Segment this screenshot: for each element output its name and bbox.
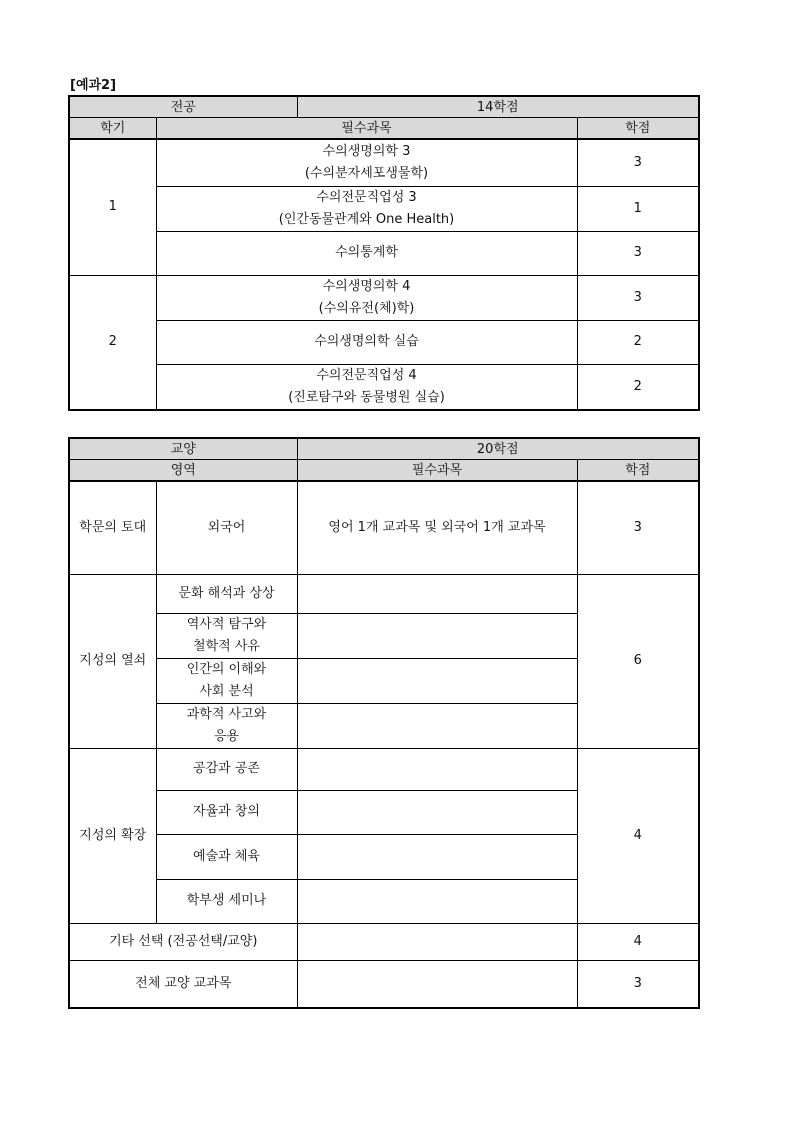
credit-cell: 4: [577, 748, 699, 923]
required-cell: [297, 790, 577, 834]
col-credit: 학점: [577, 460, 699, 482]
course-subtitle: (수의유전(체)학): [318, 300, 415, 316]
sub-area: 외국어: [156, 481, 297, 574]
course-cell: [156, 364, 577, 410]
area-fortress: 지성의 열쇠: [69, 574, 156, 748]
sub-area: [156, 613, 297, 658]
course-name: 수의전문직업성 4: [316, 367, 417, 383]
sub-area: [156, 658, 297, 703]
sub-area: 자율과 창의: [156, 790, 297, 834]
col-credit: 학점: [577, 118, 699, 140]
course-name: 수의생명의학 실습: [314, 334, 419, 349]
col-required: 필수과목: [156, 118, 577, 140]
course-subtitle: (진로탐구와 동물병원 실습): [288, 389, 445, 405]
credit-cell: 2: [577, 320, 699, 364]
sub-area-line: 과학적 사고와: [186, 706, 267, 722]
course-name: 수의통계학: [335, 245, 398, 260]
required-cell: [297, 834, 577, 879]
credit-cell: 3: [577, 231, 699, 275]
area-other: 기타 선택 (전공선택/교양): [69, 923, 297, 960]
course-subtitle: (인간동물관계와 One Health): [278, 211, 455, 227]
major-label: 전공: [69, 96, 297, 118]
semester-cell: 2: [69, 275, 156, 410]
sub-area: [156, 703, 297, 748]
area-total: 전체 교양 교과목: [69, 960, 297, 1008]
course-cell: [156, 139, 577, 186]
section-heading: [예과2]: [70, 78, 117, 93]
liberal-credits-total: 20학점: [297, 438, 699, 460]
credit-cell: 1: [577, 186, 699, 231]
liberal-label: 교양: [69, 438, 297, 460]
sub-area-line: 응용: [213, 728, 240, 744]
credit-cell: 3: [577, 275, 699, 320]
semester-cell: 1: [69, 139, 156, 275]
course-cell: [156, 186, 577, 231]
major-credits-total: 14학점: [297, 96, 699, 118]
course-name: 수의생명의학 4: [322, 278, 411, 294]
credit-cell: 4: [577, 923, 699, 960]
major-table: [68, 95, 700, 411]
required-cell: [297, 923, 577, 960]
sub-area-line: 역사적 탐구와: [186, 616, 267, 632]
col-semester: 학기: [69, 118, 156, 140]
col-required: 필수과목: [297, 460, 577, 482]
sub-area: 학부생 세미나: [156, 879, 297, 923]
area-expansion: 지성의 확장: [69, 748, 156, 923]
credit-cell: 2: [577, 364, 699, 410]
required-cell: [297, 658, 577, 703]
course-cell: [156, 320, 577, 364]
sub-area-line: 문화 해석과 상상: [178, 585, 275, 601]
credit-cell: 6: [577, 574, 699, 748]
sub-area: 공감과 공존: [156, 748, 297, 790]
course-cell: [156, 231, 577, 275]
col-area: 영역: [69, 460, 297, 482]
sub-area: [156, 574, 297, 613]
sub-area: 예술과 체육: [156, 834, 297, 879]
required-cell: [297, 613, 577, 658]
course-subtitle: (수의분자세포생물학): [304, 165, 429, 181]
credit-cell: 3: [577, 481, 699, 574]
course-cell: [156, 275, 577, 320]
sub-area-line: 인간의 이해와: [186, 661, 267, 677]
credit-cell: 3: [577, 139, 699, 186]
credit-cell: 3: [577, 960, 699, 1008]
required-cell: [297, 960, 577, 1008]
required-cell: 영어 1개 교과목 및 외국어 1개 교과목: [297, 481, 577, 574]
sub-area-line: 철학적 사유: [193, 638, 260, 654]
area-foundation: 학문의 토대: [69, 481, 156, 574]
required-cell: [297, 879, 577, 923]
required-cell: [297, 748, 577, 790]
required-cell: [297, 574, 577, 613]
course-name: 수의전문직업성 3: [316, 189, 417, 205]
sub-area-line: 사회 분석: [199, 683, 254, 699]
required-cell: [297, 703, 577, 748]
liberal-table: [68, 437, 700, 1009]
course-name: 수의생명의학 3: [322, 143, 411, 159]
